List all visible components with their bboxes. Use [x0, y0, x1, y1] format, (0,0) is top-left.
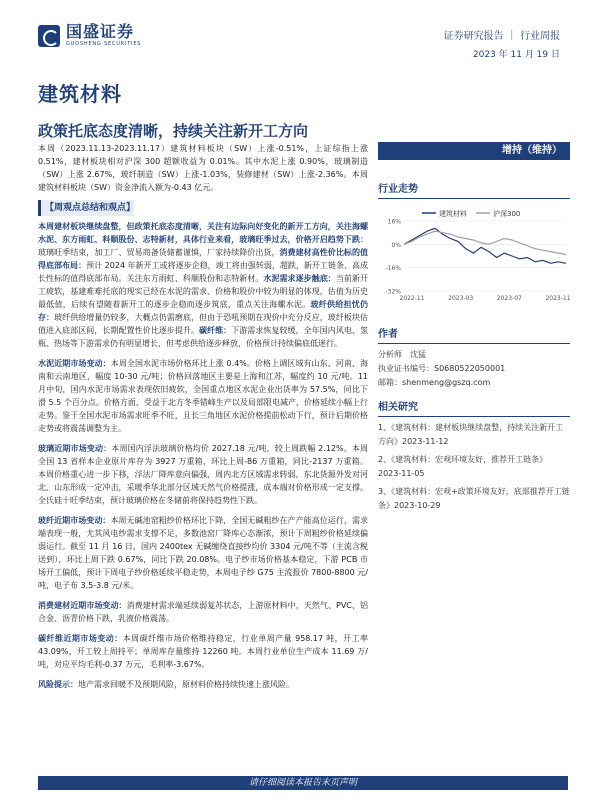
- glass-section: [38, 442, 368, 507]
- chart-legend: [422, 209, 520, 218]
- related-title: 相关研究: [378, 398, 570, 417]
- x-tick-label: 2022-11: [399, 295, 425, 302]
- trend-title: 行业走势: [378, 180, 570, 199]
- view-text: 玻璃旺季结束，加工厂、贸易商备货储蓄谨慎，厂家持续降价出货，: [38, 248, 280, 257]
- fiberglass-heading: 玻纤近期市场变动：: [38, 516, 111, 525]
- analyst-label: 分析师: [378, 350, 402, 359]
- consumer-section: [38, 599, 368, 625]
- page-header: [0, 0, 600, 60]
- related-item[interactable]: 1、《建筑材料：建材板块继续盘整，持续关注新开工方向》2023-11-12: [378, 423, 564, 446]
- report-headline: 政策托底态度清晰，持续关注新开工方向: [38, 122, 309, 140]
- trend-chart-svg: [378, 205, 570, 305]
- risk-heading: 风险提示：: [38, 680, 78, 689]
- view-highlight-3: 水泥需求逐步触底：: [263, 274, 336, 283]
- analyst-line: [378, 348, 570, 362]
- report-date: 2023 年 11 月 19 日: [472, 50, 560, 60]
- weekly-summary: 本周（2023.11.13-2023.11.17）建筑材料板块（SW）上涨-0.51%，上证综指上涨 0.51%，建材板块相对沪深 300 超额收益为 0.01%。其中水泥上涨 0.90%，玻璃制造（SW）上涨 2.67%，玻纤制造（SW）上涨-1.03%，装修建材（SW）上涨-2.36%。本周建筑材料板块（SW）资金净流入额为-0.43 亿元。: [38, 144, 368, 192]
- analyst-email[interactable]: 邮箱：shenmeng@gszq.com: [378, 378, 491, 387]
- view-text-3: 当前新开工疲软，基建难难托底的现实已经在水泥的需求、价格和股价中较为明显的体现，估值为历史最低值，后续有望随着新开工的逐步企稳而逐步筑底，重点关注海螺水泥。: [38, 274, 369, 309]
- series-line: [404, 231, 566, 254]
- risk-text: 地产需求回暖不及预期风险，原材料价格持续快速上涨风险。: [78, 680, 294, 689]
- trend-chart: [378, 205, 570, 305]
- section-label: 【周观点总结和观点】: [38, 200, 134, 216]
- view-text-4: 玻纤供给增量仍较多，大概点仍需磨底，但由于恐吼预期在现价中充分反应，玻纤板块估值进入底部区间，长期配置性价比逐步提升。: [38, 313, 369, 335]
- related-item[interactable]: 3、《建筑材料：宏观+政策环境友好，底部推荐开工链条》2023-10-29: [378, 487, 570, 510]
- view-text-5: 下游需求恢复较缓，全年国内风电、氢瓶、热场等下游需求仍有明显增长，但考虑供给逐步释放，价格预计持续偏底低迷行。: [38, 326, 369, 348]
- rating-badge: 增持（维持）: [378, 142, 570, 160]
- y-tick-label: 0%: [391, 241, 401, 249]
- x-tick-label: 2023-07: [496, 295, 522, 302]
- glass-text: 本周国内浮法玻璃价格均价 2027.18 元/吨，较上周跌幅 2.12%。本周全国 13 省样本企业原片库存为 3927 万重箱，环比上周-86 万重箱，同比-2137 万重箱。本周价格重心进一步下移，浮法厂降库意向偏强，周内北方区域需求转弱，东北货源外发对河北、山东形成一定冲击，采暖季华北部分区域天然气价格提涨，成本端对价格形成一定支撑。全氏硅十旺季结束，预计玻璃价格在冬储前将保持趋势性下跌。: [38, 444, 368, 505]
- view-highlight-2: 消费建材高性价比标的值得底部布局：: [38, 248, 368, 270]
- y-tick-label: -32%: [385, 288, 401, 296]
- glass-heading: 玻璃近期市场变动：: [38, 444, 112, 453]
- related-item[interactable]: 2、《建筑材料：宏观环境友好，推荐开工链条》2023-11-05: [378, 455, 548, 478]
- y-tick-label: -16%: [385, 265, 401, 273]
- view-highlight: 本周建材板块继续盘整，但政策托底态度清晰，关注有边际向好变化的新开工方向，关注海螺水泥、东方雨虹、科顺股份、志特新材，具体行业来看，玻璃旺季过去，价格开启趋势下跌：: [38, 222, 368, 244]
- cert-number: 执业证书编号：S0680522050001: [378, 364, 506, 373]
- report-type: 证券研究报告 ｜ 行业周报: [443, 31, 560, 42]
- consumer-text: 消费建材需求端延续弱复苏状态，上游原材料中，天然气、PVC、铝合金、沥青价格下跌，乳液价格震荡。: [38, 601, 368, 623]
- fiberglass-section: [38, 514, 368, 592]
- view-highlight-5: 碳纤维：: [199, 326, 232, 335]
- carbon-fiber-text: 本周碳纤维市场价格维持稳定，行业单周产量 958.17 吨，开工率 43.09%，开工较上周持平；单周库存量维持 12260 吨。本周行业单位生产成本 11.69 万/吨，对应平均毛利-0.37 万元，毛利率-3.67%。: [38, 634, 368, 669]
- analyst-name: 沈猛: [410, 350, 426, 359]
- view-text-2: 预计 2024 年新开工或将逐步企稳，竣工将由强转弱，超跌，新开工链条、高成长性标的值得底部布局。关注东方雨虹、科顺股份和志特新材。: [38, 261, 368, 283]
- view-highlight-4: 玻纤供给担忧仍存：: [38, 300, 369, 322]
- fiberglass-text: 本周无碱池窑粗纱价格环比下降，全国无碱粗纱在产产能高位运行，需求端表现一般，尤其风电纱需求支撑不足，多数池窑厂降库心态渐浓，预计下周粗纱价格延续偏弱运行。截至 11 月 16 日，国内 2400tex 无碱缠绕直接纱均价 3304 元/吨不等（主流含税送到），环比上周下跌 0.67%，同比下跌 20.08%。电子纱市场价格基本稳定，下游 PCB 市场开工偏低，预计下周电子纱价格延续平稳走势，本周电子纱 G75 主流报价 7800-8800 元/吨，电子布 3.5-3.8 元/米。: [38, 516, 368, 590]
- sidebar: [378, 142, 570, 513]
- authors-title: 作者: [378, 325, 570, 344]
- x-tick-label: 2023-11: [545, 295, 570, 302]
- legend-materials: 建筑材料: [439, 210, 467, 218]
- guosheng-logo: [38, 24, 141, 47]
- logo-icon: [38, 25, 60, 47]
- main-content: [38, 142, 368, 691]
- logo-english: GUOSHENG SECURITIES: [66, 41, 142, 47]
- cement-text: 本周全国水泥市场价格环比上涨 0.4%。价格上调区域有山东、河南、海南和云南地区，幅度 10-30 元/吨；价格回落地区主要是上海和江苏，幅度约 10 元/吨。11 月中旬，国内水泥市场需求表现依旧疲软，全国重点地区水泥企业出货率为 57.5%，同比下滑 5.5 个百分点。价格方面，受益于北方冬季错峰生产以及局部限电减产，价格延续小幅上行走势。鉴于全国水泥市场需求旺季不旺，且长三角地区水泥价格提前松动下行，预计后期价格走势或将震荡调整为主。: [38, 359, 369, 433]
- x-tick-label: 2023-03: [448, 295, 474, 302]
- carbon-fiber-heading: 碳纤维近期市场变动：: [38, 634, 123, 643]
- consumer-heading: 消费建材近期市场变动：: [38, 601, 127, 610]
- logo-name: 国盛证券: [66, 22, 135, 41]
- y-tick-label: 16%: [387, 218, 401, 226]
- legend-csi300: 沪深300: [493, 210, 521, 218]
- cement-section: [38, 357, 368, 435]
- risk-section: [38, 678, 368, 691]
- carbon-fiber-section: [38, 632, 368, 671]
- weekly-view: [38, 220, 368, 350]
- cement-heading: 水泥近期市场变动：: [38, 359, 111, 368]
- disclaimer-footer: 请仔细阅读本报告末页声明: [38, 776, 568, 790]
- sector-title: 建筑材料: [38, 82, 122, 106]
